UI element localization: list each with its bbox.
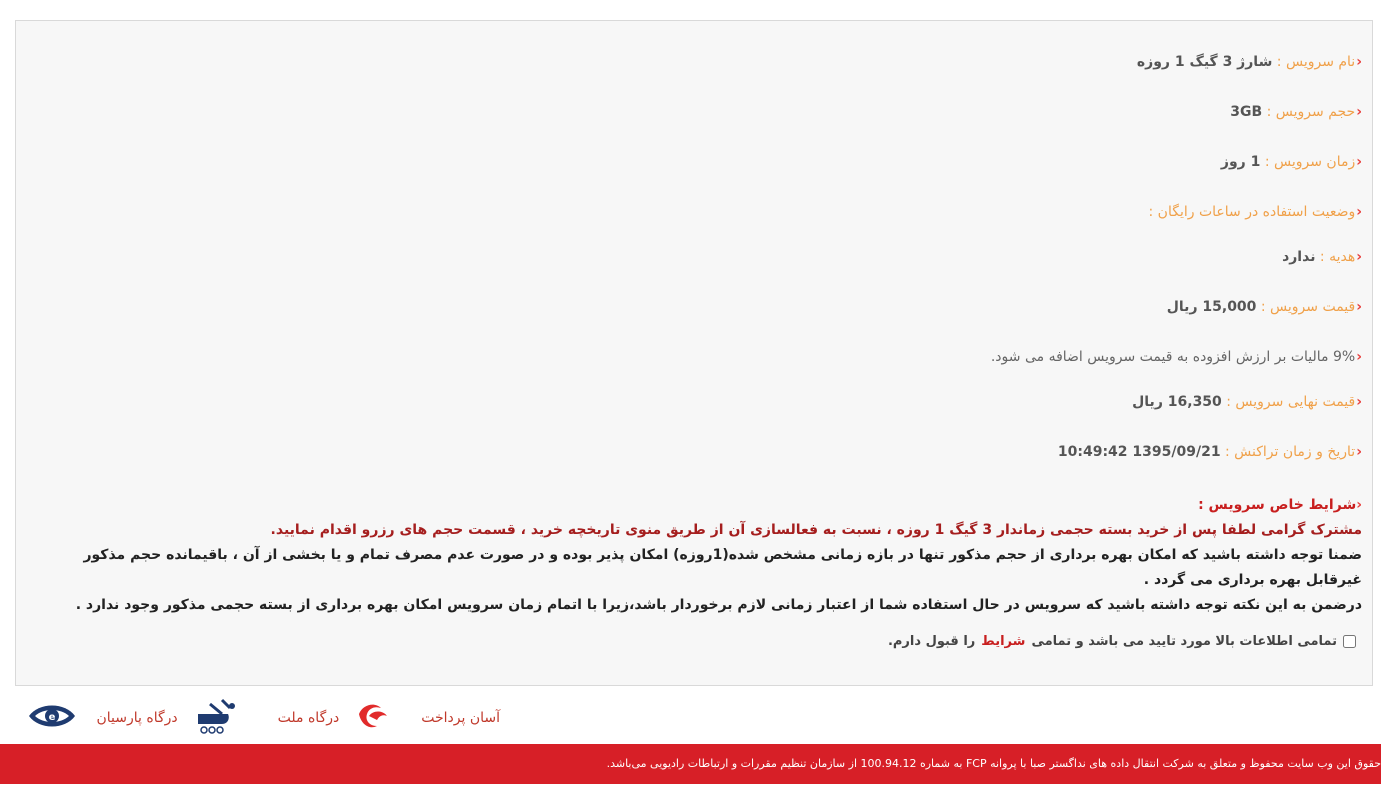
gateway-asan[interactable] (355, 700, 500, 736)
gift-label: هدیه : (1319, 249, 1356, 265)
gateway-parsian-label: درگاه پارسیان (96, 710, 178, 726)
chevron-left-icon: ‹ (1356, 349, 1362, 365)
final-price-value: 16,350 ریال (1132, 394, 1222, 410)
chevron-left-icon: ‹ (1356, 394, 1362, 410)
final-price-row (1132, 394, 1362, 410)
service-volume-value: 3GB (1230, 104, 1263, 120)
terms-line-1: مشترک گرامی لطفا پس از خرید بسته حجمی زماندار 3 گیگ 1 روزه ، نسبت به فعالسازی آن از طریق منوی تاریخچه خرید ، قسمت حجم های رزرو اقدام نمایید. (270, 522, 1362, 538)
price-label: قیمت سرویس : (1260, 299, 1356, 315)
terms-line-2: ضمنا توجه داشته باشید که امکان بهره برداری از حجم مذکور تنها در بازه زمانی مشخص شده(1روزه) امکان پذیر بوده و در صورت عدم مصرف تمام و یا بخشی از آن ، باقیمانده حجم مذکور غیرقابل بهره برداری می گردد . (83, 547, 1362, 588)
payment-gateways (20, 695, 500, 741)
final-price-label: قیمت نهایی سرویس : (1226, 394, 1356, 410)
mellat-logo-icon (192, 696, 238, 740)
accept-text-before: تمامی اطلاعات بالا مورد تایید می باشد و تمامی (1031, 634, 1337, 649)
asan-logo-icon (355, 700, 391, 736)
gift-row (1282, 249, 1362, 265)
footer-copyright: حقوق این وب سایت محفوظ و متعلق به شرکت انتقال داده های نداگستر صبا با پروانه FCP به شماره 100.94.12 از سازمان تنظیم مقررات و ارتباطات رادیویی می‌باشد. (606, 757, 1381, 770)
service-name-value: شارژ 3 گیگ 1 روزه (1136, 54, 1273, 70)
accept-terms[interactable] (888, 634, 1356, 649)
special-terms (26, 493, 1362, 618)
service-volume-label: حجم سرویس : (1266, 104, 1356, 120)
terms-link[interactable]: شرایط (981, 634, 1026, 649)
gateway-parsian[interactable] (27, 700, 178, 736)
tax-text: 9% مالیات بر ارزش افزوده به قیمت سرویس اضافه می شود. (990, 349, 1356, 365)
service-name-label: نام سرویس : (1276, 54, 1356, 70)
chevron-left-icon: ‹ (1356, 444, 1362, 460)
service-volume-row (1230, 104, 1362, 120)
gateway-mellat[interactable] (192, 696, 340, 740)
footer (0, 744, 1381, 784)
parsian-logo-icon (27, 700, 77, 736)
chevron-left-icon: ‹ (1356, 54, 1362, 70)
service-time-label: زمان سرویس : (1264, 154, 1356, 170)
gift-value: ندارد (1282, 249, 1316, 265)
datetime-row (1058, 444, 1362, 460)
service-time-value: 1 روز (1220, 154, 1261, 170)
chevron-left-icon: ‹ (1356, 497, 1362, 513)
gateway-mellat-label: درگاه ملت (277, 710, 340, 726)
service-details-panel (15, 20, 1373, 686)
accept-text-after: را قبول دارم. (887, 634, 976, 649)
chevron-left-icon: ‹ (1356, 154, 1362, 170)
terms-line-3: درضمن به این نکته توجه داشته باشید که سرویس در حال استفاده شما از اعتبار زمانی لازم برخوردار باشد،زیرا با اتمام زمان سرویس امکان بهره برداری از بسته حجمی مذکور وجود ندارد . (75, 597, 1362, 613)
price-row (1167, 299, 1362, 315)
free-hours-row (1149, 204, 1363, 220)
svg-text:e: e (48, 712, 55, 723)
gateway-asan-label: آسان پرداخت (421, 710, 500, 726)
price-value: 15,000 ریال (1166, 299, 1257, 315)
free-hours-label: وضعیت استفاده در ساعات رایگان : (1148, 204, 1356, 220)
datetime-value: 1395/09/21 10:49:42 (1057, 444, 1221, 460)
terms-title: شرایط خاص سرویس : (1198, 497, 1357, 513)
datetime-label: تاریخ و زمان تراکنش : (1225, 444, 1356, 460)
terms-title-row (26, 493, 1362, 518)
chevron-left-icon: ‹ (1356, 249, 1362, 265)
accept-terms-checkbox[interactable] (1343, 635, 1356, 648)
chevron-left-icon: ‹ (1356, 204, 1362, 220)
service-time-row (1221, 154, 1362, 170)
tax-row (991, 349, 1362, 365)
chevron-left-icon: ‹ (1356, 299, 1362, 315)
service-name-row (1137, 54, 1362, 70)
chevron-left-icon: ‹ (1356, 104, 1362, 120)
